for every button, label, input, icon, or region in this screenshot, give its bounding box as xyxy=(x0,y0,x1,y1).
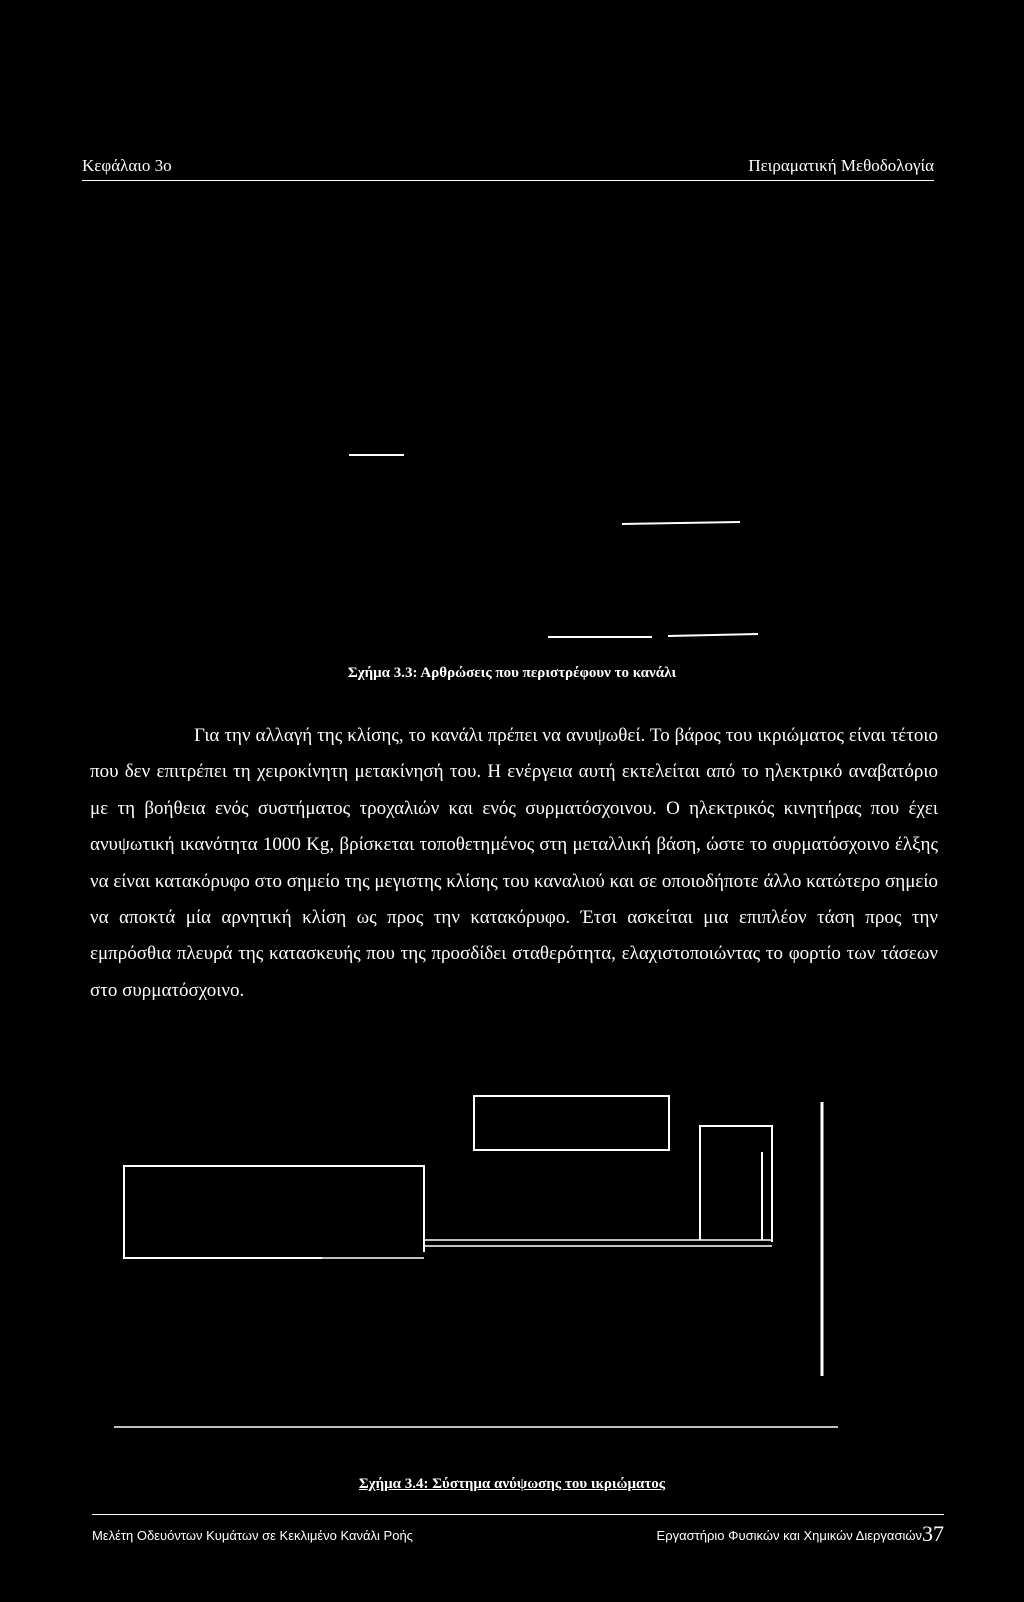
figure-3-4-top-box xyxy=(474,1096,669,1150)
figure-3-3-line-4 xyxy=(668,634,758,636)
footer-lab: Εργαστήριο Φυσικών και Χημικών Διεργασιών xyxy=(656,1528,922,1543)
figure-3-4-right-frame xyxy=(700,1126,772,1242)
body-paragraph: Για την αλλαγή της κλίσης, το κανάλι πρέπει να ανυψωθεί. Το βάρος του ικριώματος είναι τέτοιο που δεν επιτρέπει τη χειροκίνητη μετακίνησή του. Η ενέργεια αυτή εκτελείται από το ηλεκτρικό αναβατόριο με τη βοήθεια ενός συστήματος τροχαλιών και ενός συρματόσχοινου. Ο ηλεκτρικός κινητήρας που έχει ανυψωτική ικανότητα 1000 Kg, βρίσκεται τοποθετημένος στη μεταλλική βάση, ώστε το συρματόσχοινο έλξης να είναι κατακόρυφο στο σημείο της μεγιστης κλίσης του καναλιού και σε οποιοδήποτε άλλο κατώτερο σημείο να αποκτά μία αρνητική κλίση ως προς την κατακόρυφο. Έτσι ασκείται μια επιπλέον τάση προς την εμπρόσθια πλευρά της κατασκευής που της προσδίδει σταθερότητα, ελαχιστοποιώντας το φορτίο των τάσεων στο συρματόσχοινο. xyxy=(90,725,938,1001)
figure-3-4-caption xyxy=(0,1476,1024,1493)
footer-title: Μελέτη Οδευόντων Κυμάτων σε Κεκλιμένο Κανάλι Ροής xyxy=(92,1528,413,1543)
figure-3-4-caption-text: Σχήμα 3.4: Σύστημα ανύψωσης του ικριώματος xyxy=(358,1476,666,1492)
page-number: 37 xyxy=(922,1521,944,1546)
header-section: Πειραματική Μεθοδολογία xyxy=(748,156,934,175)
page-header xyxy=(82,152,934,181)
figure-3-3-caption: Σχήμα 3.3: Αρθρώσεις που περιστρέφουν το κανάλι xyxy=(347,665,677,681)
header-chapter: Κεφάλαιο 3ο xyxy=(82,156,172,175)
page-footer xyxy=(92,1514,944,1549)
figure-3-4-left-box xyxy=(124,1166,424,1258)
figure-3-3-line-2 xyxy=(622,522,740,524)
